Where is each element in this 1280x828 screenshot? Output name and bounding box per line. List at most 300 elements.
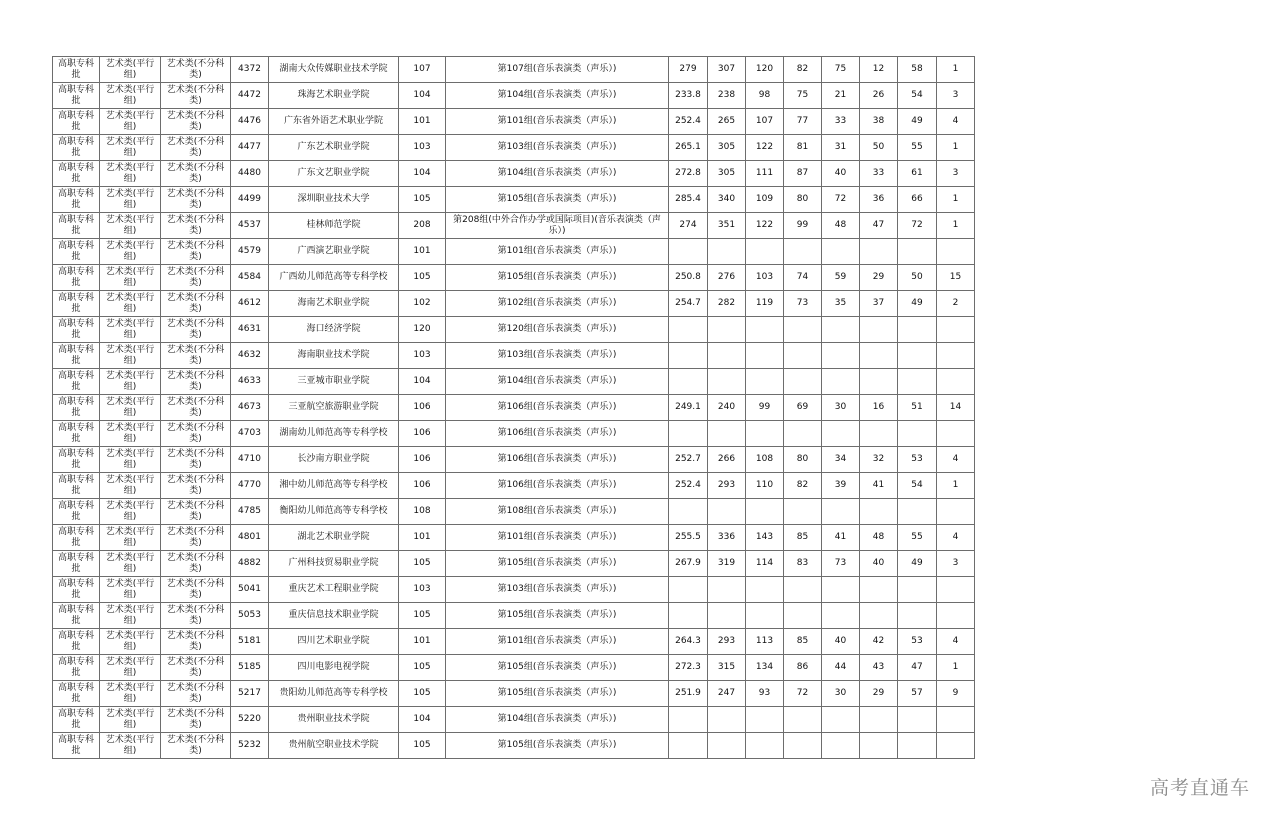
batch-cell: 高职专科批 — [53, 395, 100, 421]
category-cell: 艺术类(平行组) — [100, 447, 161, 473]
group-code-cell: 105 — [399, 733, 446, 759]
group-name-cell: 第104组(音乐表演类（声乐）) — [446, 161, 669, 187]
group-code-cell: 103 — [399, 577, 446, 603]
value-cell-4 — [822, 421, 860, 447]
group-name-cell: 第101组(音乐表演类（声乐）) — [446, 525, 669, 551]
school-name-cell: 贵阳幼儿师范高等专科学校 — [269, 681, 399, 707]
type-cell: 艺术类(不分科类) — [161, 161, 231, 187]
school-name-cell: 海南职业技术学院 — [269, 343, 399, 369]
category-cell: 艺术类(平行组) — [100, 655, 161, 681]
school-code-cell: 4801 — [231, 525, 269, 551]
value-cell-4: 44 — [822, 655, 860, 681]
value-cell-6: 54 — [898, 473, 937, 499]
table-row — [53, 473, 975, 499]
value-cell-5 — [860, 369, 898, 395]
value-cell-7 — [937, 421, 975, 447]
school-name-cell: 重庆艺术工程职业学院 — [269, 577, 399, 603]
value-cell-5: 29 — [860, 681, 898, 707]
batch-cell: 高职专科批 — [53, 83, 100, 109]
value-cell-6 — [898, 239, 937, 265]
value-cell-4: 59 — [822, 265, 860, 291]
value-cell-7 — [937, 733, 975, 759]
group-name-cell: 第101组(音乐表演类（声乐）) — [446, 109, 669, 135]
value-cell-4: 33 — [822, 109, 860, 135]
group-code-cell: 101 — [399, 109, 446, 135]
group-name-cell: 第105组(音乐表演类（声乐）) — [446, 187, 669, 213]
school-code-cell: 4480 — [231, 161, 269, 187]
type-cell: 艺术类(不分科类) — [161, 525, 231, 551]
school-name-cell: 衡阳幼儿师范高等专科学校 — [269, 499, 399, 525]
score-cell: 267.9 — [669, 551, 708, 577]
value-cell-6 — [898, 603, 937, 629]
batch-cell: 高职专科批 — [53, 707, 100, 733]
group-name-cell: 第105组(音乐表演类（声乐）) — [446, 655, 669, 681]
score-cell: 249.1 — [669, 395, 708, 421]
group-name-cell: 第106组(音乐表演类（声乐）) — [446, 421, 669, 447]
school-name-cell: 长沙南方职业学院 — [269, 447, 399, 473]
table-row — [53, 525, 975, 551]
group-code-cell: 120 — [399, 317, 446, 343]
score-cell: 272.3 — [669, 655, 708, 681]
school-name-cell: 广西幼儿师范高等专科学校 — [269, 265, 399, 291]
table-row — [53, 447, 975, 473]
type-cell: 艺术类(不分科类) — [161, 343, 231, 369]
value-cell-7 — [937, 577, 975, 603]
value-cell-3 — [784, 369, 822, 395]
type-cell: 艺术类(不分科类) — [161, 603, 231, 629]
value-cell-4 — [822, 577, 860, 603]
value-cell-1 — [708, 733, 746, 759]
school-name-cell: 贵州航空职业技术学院 — [269, 733, 399, 759]
value-cell-6: 66 — [898, 187, 937, 213]
type-cell: 艺术类(不分科类) — [161, 369, 231, 395]
category-cell: 艺术类(平行组) — [100, 421, 161, 447]
school-code-cell: 4770 — [231, 473, 269, 499]
group-code-cell: 103 — [399, 135, 446, 161]
category-cell: 艺术类(平行组) — [100, 551, 161, 577]
group-name-cell: 第101组(音乐表演类（声乐）) — [446, 239, 669, 265]
value-cell-3: 99 — [784, 213, 822, 239]
value-cell-3 — [784, 317, 822, 343]
batch-cell: 高职专科批 — [53, 421, 100, 447]
group-name-cell: 第103组(音乐表演类（声乐）) — [446, 343, 669, 369]
value-cell-4 — [822, 499, 860, 525]
admission-table — [52, 56, 975, 759]
value-cell-3: 69 — [784, 395, 822, 421]
category-cell: 艺术类(平行组) — [100, 187, 161, 213]
value-cell-7: 1 — [937, 655, 975, 681]
value-cell-4: 31 — [822, 135, 860, 161]
school-name-cell: 湘中幼儿师范高等专科学校 — [269, 473, 399, 499]
value-cell-6: 51 — [898, 395, 937, 421]
value-cell-5: 36 — [860, 187, 898, 213]
group-name-cell: 第103组(音乐表演类（声乐）) — [446, 577, 669, 603]
type-cell: 艺术类(不分科类) — [161, 629, 231, 655]
value-cell-5 — [860, 239, 898, 265]
group-code-cell: 106 — [399, 395, 446, 421]
group-name-cell: 第107组(音乐表演类（声乐）) — [446, 57, 669, 83]
school-name-cell: 广东艺术职业学院 — [269, 135, 399, 161]
group-code-cell: 105 — [399, 681, 446, 707]
group-name-cell: 第105组(音乐表演类（声乐）) — [446, 733, 669, 759]
value-cell-2 — [746, 421, 784, 447]
value-cell-7: 3 — [937, 551, 975, 577]
table-row — [53, 135, 975, 161]
score-cell — [669, 369, 708, 395]
value-cell-7: 1 — [937, 135, 975, 161]
batch-cell: 高职专科批 — [53, 603, 100, 629]
value-cell-3 — [784, 499, 822, 525]
school-code-cell: 4472 — [231, 83, 269, 109]
watermark: 高考直通车 — [1149, 777, 1250, 799]
value-cell-6 — [898, 733, 937, 759]
value-cell-2: 143 — [746, 525, 784, 551]
value-cell-1 — [708, 421, 746, 447]
score-cell: 252.7 — [669, 447, 708, 473]
value-cell-7 — [937, 317, 975, 343]
category-cell: 艺术类(平行组) — [100, 369, 161, 395]
table-row — [53, 343, 975, 369]
value-cell-5 — [860, 603, 898, 629]
score-cell — [669, 707, 708, 733]
type-cell: 艺术类(不分科类) — [161, 707, 231, 733]
school-name-cell: 广州科技贸易职业学院 — [269, 551, 399, 577]
value-cell-6 — [898, 421, 937, 447]
batch-cell: 高职专科批 — [53, 57, 100, 83]
category-cell: 艺术类(平行组) — [100, 603, 161, 629]
group-name-cell: 第105组(音乐表演类（声乐）) — [446, 603, 669, 629]
type-cell: 艺术类(不分科类) — [161, 577, 231, 603]
value-cell-2: 114 — [746, 551, 784, 577]
batch-cell: 高职专科批 — [53, 161, 100, 187]
batch-cell: 高职专科批 — [53, 733, 100, 759]
value-cell-5: 48 — [860, 525, 898, 551]
group-code-cell: 105 — [399, 655, 446, 681]
group-code-cell: 106 — [399, 421, 446, 447]
value-cell-4 — [822, 343, 860, 369]
value-cell-7 — [937, 343, 975, 369]
value-cell-6: 55 — [898, 135, 937, 161]
value-cell-7: 1 — [937, 473, 975, 499]
category-cell: 艺术类(平行组) — [100, 317, 161, 343]
value-cell-3: 85 — [784, 629, 822, 655]
group-code-cell: 105 — [399, 265, 446, 291]
score-cell: 251.9 — [669, 681, 708, 707]
value-cell-1: 307 — [708, 57, 746, 83]
value-cell-4 — [822, 733, 860, 759]
value-cell-4 — [822, 603, 860, 629]
value-cell-1 — [708, 317, 746, 343]
value-cell-4: 73 — [822, 551, 860, 577]
group-code-cell: 106 — [399, 473, 446, 499]
group-code-cell: 208 — [399, 213, 446, 239]
value-cell-1: 315 — [708, 655, 746, 681]
group-code-cell: 108 — [399, 499, 446, 525]
value-cell-7 — [937, 239, 975, 265]
school-name-cell: 四川艺术职业学院 — [269, 629, 399, 655]
group-name-cell: 第105组(音乐表演类（声乐）) — [446, 551, 669, 577]
type-cell: 艺术类(不分科类) — [161, 551, 231, 577]
value-cell-2: 103 — [746, 265, 784, 291]
school-name-cell: 湖北艺术职业学院 — [269, 525, 399, 551]
value-cell-1: 282 — [708, 291, 746, 317]
value-cell-7: 3 — [937, 83, 975, 109]
value-cell-7: 3 — [937, 161, 975, 187]
value-cell-6: 49 — [898, 109, 937, 135]
value-cell-4: 72 — [822, 187, 860, 213]
category-cell: 艺术类(平行组) — [100, 83, 161, 109]
value-cell-2 — [746, 577, 784, 603]
school-code-cell: 4372 — [231, 57, 269, 83]
value-cell-1 — [708, 707, 746, 733]
value-cell-7: 4 — [937, 629, 975, 655]
group-code-cell: 104 — [399, 369, 446, 395]
value-cell-5 — [860, 577, 898, 603]
score-cell: 255.5 — [669, 525, 708, 551]
group-name-cell: 第120组(音乐表演类（声乐）) — [446, 317, 669, 343]
group-code-cell: 107 — [399, 57, 446, 83]
group-code-cell: 106 — [399, 447, 446, 473]
table-row — [53, 291, 975, 317]
value-cell-3: 72 — [784, 681, 822, 707]
value-cell-7 — [937, 499, 975, 525]
group-code-cell: 101 — [399, 239, 446, 265]
value-cell-3: 74 — [784, 265, 822, 291]
table-row — [53, 395, 975, 421]
value-cell-6: 49 — [898, 291, 937, 317]
value-cell-6: 72 — [898, 213, 937, 239]
school-name-cell: 深圳职业技术大学 — [269, 187, 399, 213]
batch-cell: 高职专科批 — [53, 629, 100, 655]
table-row — [53, 733, 975, 759]
value-cell-5: 41 — [860, 473, 898, 499]
type-cell: 艺术类(不分科类) — [161, 109, 231, 135]
value-cell-5: 47 — [860, 213, 898, 239]
score-cell: 254.7 — [669, 291, 708, 317]
value-cell-5: 29 — [860, 265, 898, 291]
value-cell-6 — [898, 499, 937, 525]
table-row — [53, 577, 975, 603]
school-name-cell: 三亚城市职业学院 — [269, 369, 399, 395]
category-cell: 艺术类(平行组) — [100, 161, 161, 187]
value-cell-5: 50 — [860, 135, 898, 161]
value-cell-3: 80 — [784, 187, 822, 213]
category-cell: 艺术类(平行组) — [100, 239, 161, 265]
value-cell-5 — [860, 499, 898, 525]
value-cell-4: 41 — [822, 525, 860, 551]
batch-cell: 高职专科批 — [53, 109, 100, 135]
value-cell-1 — [708, 603, 746, 629]
value-cell-2: 113 — [746, 629, 784, 655]
type-cell: 艺术类(不分科类) — [161, 213, 231, 239]
value-cell-2 — [746, 317, 784, 343]
value-cell-1: 340 — [708, 187, 746, 213]
table-row — [53, 213, 975, 239]
school-name-cell: 海口经济学院 — [269, 317, 399, 343]
type-cell: 艺术类(不分科类) — [161, 135, 231, 161]
category-cell: 艺术类(平行组) — [100, 577, 161, 603]
group-code-cell: 104 — [399, 83, 446, 109]
value-cell-6: 54 — [898, 83, 937, 109]
value-cell-4: 30 — [822, 681, 860, 707]
group-code-cell: 105 — [399, 603, 446, 629]
value-cell-2: 134 — [746, 655, 784, 681]
value-cell-1: 247 — [708, 681, 746, 707]
value-cell-1 — [708, 369, 746, 395]
group-name-cell: 第208组(中外合作办学或国际项目)(音乐表演类（声乐）) — [446, 213, 669, 239]
group-name-cell: 第104组(音乐表演类（声乐）) — [446, 707, 669, 733]
score-cell — [669, 317, 708, 343]
value-cell-4: 75 — [822, 57, 860, 83]
value-cell-5 — [860, 733, 898, 759]
batch-cell: 高职专科批 — [53, 499, 100, 525]
school-name-cell: 贵州职业技术学院 — [269, 707, 399, 733]
value-cell-2: 119 — [746, 291, 784, 317]
group-name-cell: 第102组(音乐表演类（声乐）) — [446, 291, 669, 317]
type-cell: 艺术类(不分科类) — [161, 473, 231, 499]
score-cell — [669, 239, 708, 265]
batch-cell: 高职专科批 — [53, 213, 100, 239]
table-row — [53, 57, 975, 83]
table-row — [53, 707, 975, 733]
value-cell-3: 87 — [784, 161, 822, 187]
value-cell-3 — [784, 733, 822, 759]
value-cell-5: 43 — [860, 655, 898, 681]
value-cell-3 — [784, 239, 822, 265]
category-cell: 艺术类(平行组) — [100, 57, 161, 83]
table-row — [53, 499, 975, 525]
value-cell-2 — [746, 603, 784, 629]
value-cell-3: 82 — [784, 57, 822, 83]
type-cell: 艺术类(不分科类) — [161, 83, 231, 109]
value-cell-4: 34 — [822, 447, 860, 473]
value-cell-6 — [898, 577, 937, 603]
value-cell-3 — [784, 343, 822, 369]
score-cell: 252.4 — [669, 473, 708, 499]
batch-cell: 高职专科批 — [53, 577, 100, 603]
school-code-cell: 5181 — [231, 629, 269, 655]
value-cell-1: 276 — [708, 265, 746, 291]
table-row — [53, 681, 975, 707]
school-name-cell: 湖南大众传媒职业技术学院 — [269, 57, 399, 83]
school-name-cell: 珠海艺术职业学院 — [269, 83, 399, 109]
category-cell: 艺术类(平行组) — [100, 499, 161, 525]
group-name-cell: 第106组(音乐表演类（声乐）) — [446, 395, 669, 421]
value-cell-2: 120 — [746, 57, 784, 83]
value-cell-6: 53 — [898, 447, 937, 473]
value-cell-5 — [860, 317, 898, 343]
value-cell-1: 293 — [708, 629, 746, 655]
school-code-cell: 4632 — [231, 343, 269, 369]
value-cell-2: 110 — [746, 473, 784, 499]
batch-cell: 高职专科批 — [53, 369, 100, 395]
table-row — [53, 603, 975, 629]
type-cell: 艺术类(不分科类) — [161, 733, 231, 759]
value-cell-7: 4 — [937, 109, 975, 135]
school-code-cell: 4537 — [231, 213, 269, 239]
school-code-cell: 4631 — [231, 317, 269, 343]
school-name-cell: 四川电影电视学院 — [269, 655, 399, 681]
value-cell-3: 77 — [784, 109, 822, 135]
value-cell-1: 351 — [708, 213, 746, 239]
table-row — [53, 655, 975, 681]
type-cell: 艺术类(不分科类) — [161, 681, 231, 707]
batch-cell: 高职专科批 — [53, 343, 100, 369]
table-row — [53, 317, 975, 343]
category-cell: 艺术类(平行组) — [100, 525, 161, 551]
value-cell-4: 48 — [822, 213, 860, 239]
value-cell-4: 39 — [822, 473, 860, 499]
value-cell-5 — [860, 707, 898, 733]
school-code-cell: 5232 — [231, 733, 269, 759]
table-row — [53, 629, 975, 655]
value-cell-7 — [937, 707, 975, 733]
score-cell — [669, 733, 708, 759]
value-cell-4: 40 — [822, 629, 860, 655]
score-cell — [669, 499, 708, 525]
value-cell-1 — [708, 499, 746, 525]
value-cell-2 — [746, 733, 784, 759]
value-cell-6: 49 — [898, 551, 937, 577]
school-code-cell: 5220 — [231, 707, 269, 733]
school-name-cell: 广东省外语艺术职业学院 — [269, 109, 399, 135]
batch-cell: 高职专科批 — [53, 655, 100, 681]
value-cell-3 — [784, 603, 822, 629]
value-cell-5: 33 — [860, 161, 898, 187]
score-cell: 250.8 — [669, 265, 708, 291]
value-cell-5: 16 — [860, 395, 898, 421]
table-row — [53, 369, 975, 395]
value-cell-2 — [746, 239, 784, 265]
type-cell: 艺术类(不分科类) — [161, 187, 231, 213]
value-cell-1 — [708, 343, 746, 369]
school-code-cell: 4612 — [231, 291, 269, 317]
value-cell-6: 53 — [898, 629, 937, 655]
value-cell-2: 111 — [746, 161, 784, 187]
batch-cell: 高职专科批 — [53, 135, 100, 161]
score-cell: 264.3 — [669, 629, 708, 655]
value-cell-3: 81 — [784, 135, 822, 161]
table-row — [53, 265, 975, 291]
school-code-cell: 4633 — [231, 369, 269, 395]
score-cell: 285.4 — [669, 187, 708, 213]
score-cell: 272.8 — [669, 161, 708, 187]
value-cell-7: 15 — [937, 265, 975, 291]
school-code-cell: 4499 — [231, 187, 269, 213]
value-cell-1: 238 — [708, 83, 746, 109]
value-cell-6: 50 — [898, 265, 937, 291]
table-row — [53, 551, 975, 577]
type-cell: 艺术类(不分科类) — [161, 421, 231, 447]
category-cell: 艺术类(平行组) — [100, 291, 161, 317]
value-cell-1: 305 — [708, 135, 746, 161]
value-cell-6 — [898, 317, 937, 343]
score-cell: 274 — [669, 213, 708, 239]
value-cell-4: 30 — [822, 395, 860, 421]
group-name-cell: 第104组(音乐表演类（声乐）) — [446, 369, 669, 395]
category-cell: 艺术类(平行组) — [100, 109, 161, 135]
batch-cell: 高职专科批 — [53, 681, 100, 707]
value-cell-2: 109 — [746, 187, 784, 213]
score-cell — [669, 577, 708, 603]
value-cell-3: 83 — [784, 551, 822, 577]
school-name-cell: 重庆信息技术职业学院 — [269, 603, 399, 629]
group-name-cell: 第105组(音乐表演类（声乐）) — [446, 681, 669, 707]
batch-cell: 高职专科批 — [53, 239, 100, 265]
value-cell-5: 42 — [860, 629, 898, 655]
value-cell-7: 1 — [937, 187, 975, 213]
value-cell-6 — [898, 369, 937, 395]
